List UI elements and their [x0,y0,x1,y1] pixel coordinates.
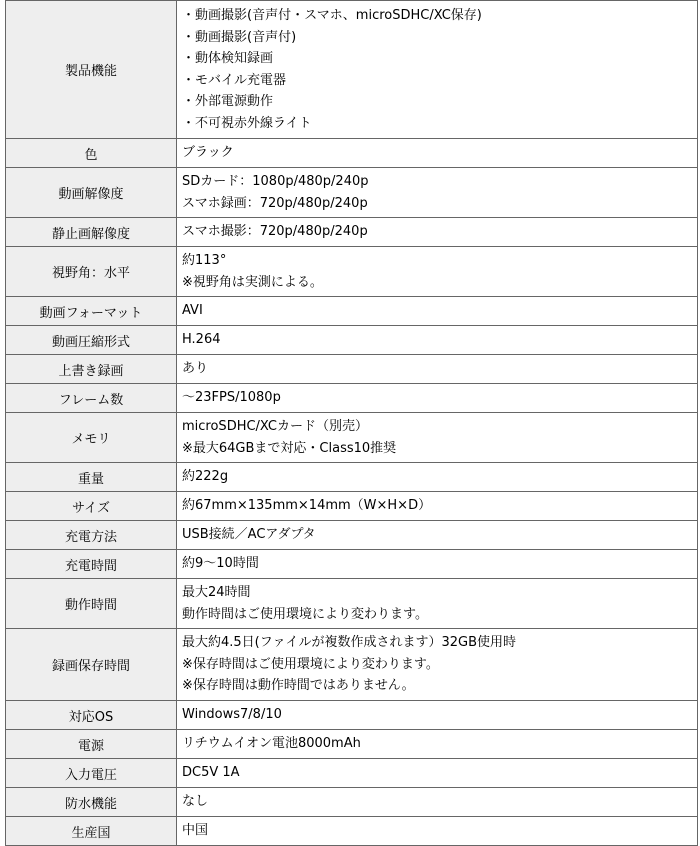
spec-value-line: microSDHC/XCカード（別売） [182,419,368,434]
spec-value-line: ・動体検知録画 [182,51,274,66]
spec-value-line: ※保存時間は動作時間ではありません。 [182,678,415,694]
spec-value [177,521,698,550]
spec-row [6,413,698,463]
spec-value [177,759,698,788]
spec-label: 充電方法 [6,521,177,550]
spec-value-line: ・動画撮影(音声付・スマホ、microSDHC/XC保存) [182,8,482,23]
spec-value-line: ・動画撮影(音声付) [182,29,297,45]
spec-label: 色 [6,139,177,168]
spec-value [177,218,698,247]
spec-label: フレーム数 [6,384,177,413]
spec-label: 充電時間 [6,550,177,579]
spec-value-line: ※保存時間はご使用環境により変わります。 [182,656,439,672]
spec-label: 動画圧縮形式 [6,326,177,355]
spec-value [177,817,698,846]
spec-label: 製品機能 [6,1,177,139]
spec-value-line: 約222g [182,469,229,485]
spec-value-line: なし [182,794,209,810]
spec-row [6,1,698,139]
spec-value-line: ブラック [182,145,234,161]
spec-value [177,701,698,730]
spec-label: サイズ [6,492,177,521]
spec-value [177,413,698,463]
spec-value-line: ・外部電源動作 [182,94,274,109]
spec-value-line: ・モバイル充電器 [182,72,287,88]
spec-value [177,384,698,413]
spec-row [6,139,698,168]
spec-row [6,168,698,218]
spec-value [177,326,698,355]
spec-row [6,730,698,759]
spec-row [6,550,698,579]
spec-table-body [6,1,698,846]
spec-row [6,579,698,629]
spec-row [6,817,698,846]
spec-value-line: 最大約4.5日(ファイルが複数作成されます）32GB使用時 [182,635,517,651]
spec-value-line: DC5V 1A [182,765,240,781]
spec-value-line: あり [182,361,209,377]
spec-value [177,788,698,817]
spec-value-line: AVI [182,303,203,319]
spec-row [6,218,698,247]
spec-value [177,463,698,492]
spec-label: 生産国 [6,817,177,846]
spec-value [177,1,698,139]
spec-label: 視野角：水平 [6,247,177,297]
spec-value [177,139,698,168]
spec-label: メモリ [6,413,177,463]
spec-label: 入力電圧 [6,759,177,788]
spec-value-line: 〜23FPS/1080p [182,390,281,406]
spec-value-line: ※視野角は実測による。 [182,274,323,290]
spec-row [6,326,698,355]
spec-value-line: 約113° [182,253,227,268]
spec-value-line: SDカード：1080p/480p/240p [182,174,369,189]
spec-value-line: スマホ撮影：720p/480p/240p [182,224,368,240]
spec-value [177,579,698,629]
spec-value [177,168,698,218]
spec-value-line: 約67mm×135mm×14mm（W×H×D） [182,498,432,514]
spec-row [6,629,698,701]
spec-row [6,297,698,326]
spec-label: 上書き録画 [6,355,177,384]
spec-value [177,355,698,384]
spec-label: 静止画解像度 [6,218,177,247]
spec-value [177,492,698,521]
spec-value-line: USB接続／ACアダプタ [182,527,316,543]
spec-value-line: ・不可視赤外線ライト [182,115,312,131]
spec-value-line: H.264 [182,332,221,348]
spec-value-line: リチウムイオン電池8000mAh [182,736,361,752]
spec-label: 防水機能 [6,788,177,817]
spec-row [6,759,698,788]
spec-value-line: ※最大64GBまで対応・Class10推奨 [182,440,397,456]
spec-value [177,297,698,326]
spec-row [6,247,698,297]
spec-value-line: 中国 [182,823,209,839]
spec-value [177,730,698,759]
spec-row [6,521,698,550]
spec-label: 動画解像度 [6,168,177,218]
spec-value-line: 約9〜10時間 [182,556,259,572]
spec-label: 動画フォーマット [6,297,177,326]
spec-row [6,384,698,413]
spec-row [6,492,698,521]
spec-value-line: スマホ録画：720p/480p/240p [182,195,368,211]
spec-label: 録画保存時間 [6,629,177,701]
spec-value-line: Windows7/8/10 [182,707,282,723]
spec-value [177,550,698,579]
spec-row [6,788,698,817]
spec-value [177,247,698,297]
spec-label: 対応OS [6,701,177,730]
spec-value [177,629,698,701]
spec-table [5,0,698,846]
spec-row [6,355,698,384]
spec-value-line: 最大24時間 [182,585,251,600]
spec-value-line: 動作時間はご使用環境により変わります。 [182,606,428,622]
spec-label: 電源 [6,730,177,759]
spec-row [6,701,698,730]
spec-label: 動作時間 [6,579,177,629]
spec-row [6,463,698,492]
spec-label: 重量 [6,463,177,492]
